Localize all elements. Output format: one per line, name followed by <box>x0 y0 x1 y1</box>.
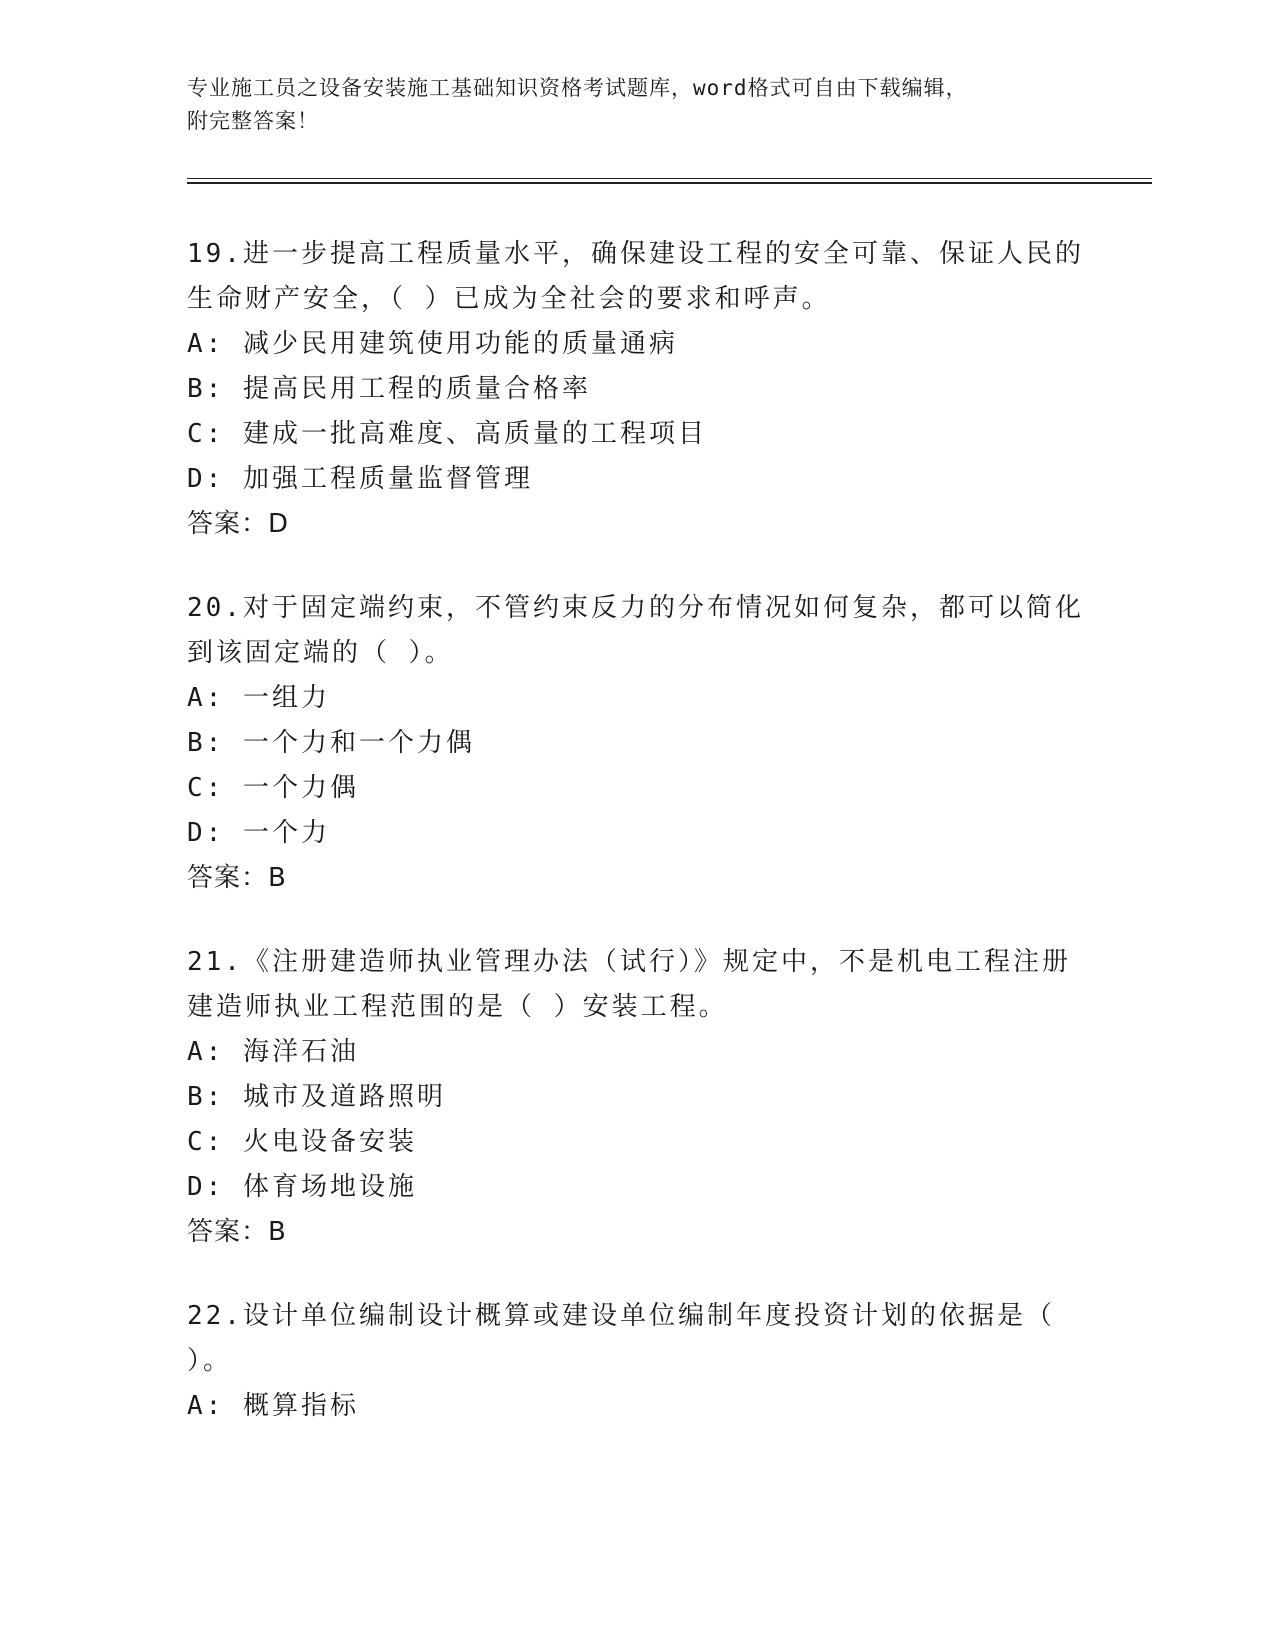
option-d: D: 一个力 <box>187 818 330 848</box>
question-21 <box>187 940 1087 1255</box>
option-a: A: 海洋石油 <box>187 1037 359 1067</box>
option-c: C: 建成一批高难度、高质量的工程项目 <box>187 419 707 449</box>
answer: 答案：D <box>187 509 290 539</box>
question-stem: 22.设计单位编制设计概算或建设单位编制年度投资计划的依据是（ <box>187 1301 1055 1331</box>
question-stem-continued: 生命财产安全，（ ）已成为全社会的要求和呼声。 <box>187 284 831 314</box>
question-19 <box>187 232 1087 547</box>
option-b: B: 城市及道路照明 <box>187 1082 446 1112</box>
question-20 <box>187 586 1087 901</box>
answer: 答案：B <box>187 863 287 893</box>
header-divider-thin <box>187 178 1152 179</box>
option-d: D: 体育场地设施 <box>187 1172 417 1202</box>
option-b: B: 提高民用工程的质量合格率 <box>187 374 591 404</box>
question-stem: 19.进一步提高工程质量水平，确保建设工程的安全可靠、保证人民的 <box>187 239 1084 269</box>
document-header <box>187 72 1087 138</box>
option-a: A: 一组力 <box>187 683 330 713</box>
option-c: C: 一个力偶 <box>187 773 359 803</box>
header-line-2: 附完整答案！ <box>187 109 319 133</box>
question-22 <box>187 1294 1087 1429</box>
question-list <box>187 232 1087 1468</box>
question-stem-continued: 建造师执业工程范围的是（ ）安装工程。 <box>187 992 728 1022</box>
option-b: B: 一个力和一个力偶 <box>187 728 475 758</box>
option-d: D: 加强工程质量监督管理 <box>187 464 533 494</box>
header-divider-thick <box>187 182 1152 184</box>
option-c: C: 火电设备安装 <box>187 1127 417 1157</box>
option-a: A: 减少民用建筑使用功能的质量通病 <box>187 329 678 359</box>
answer: 答案：B <box>187 1217 287 1247</box>
question-stem-continued: ）。 <box>187 1346 233 1376</box>
question-stem: 20.对于固定端约束，不管约束反力的分布情况如何复杂，都可以简化 <box>187 593 1084 623</box>
option-a: A: 概算指标 <box>187 1391 359 1421</box>
question-stem-continued: 到该固定端的（ ）。 <box>187 638 454 668</box>
question-stem: 21.《注册建造师执业管理办法（试行）》规定中，不是机电工程注册 <box>187 947 1071 977</box>
header-line-1: 专业施工员之设备安装施工基础知识资格考试题库，word格式可自由下载编辑， <box>187 76 968 100</box>
